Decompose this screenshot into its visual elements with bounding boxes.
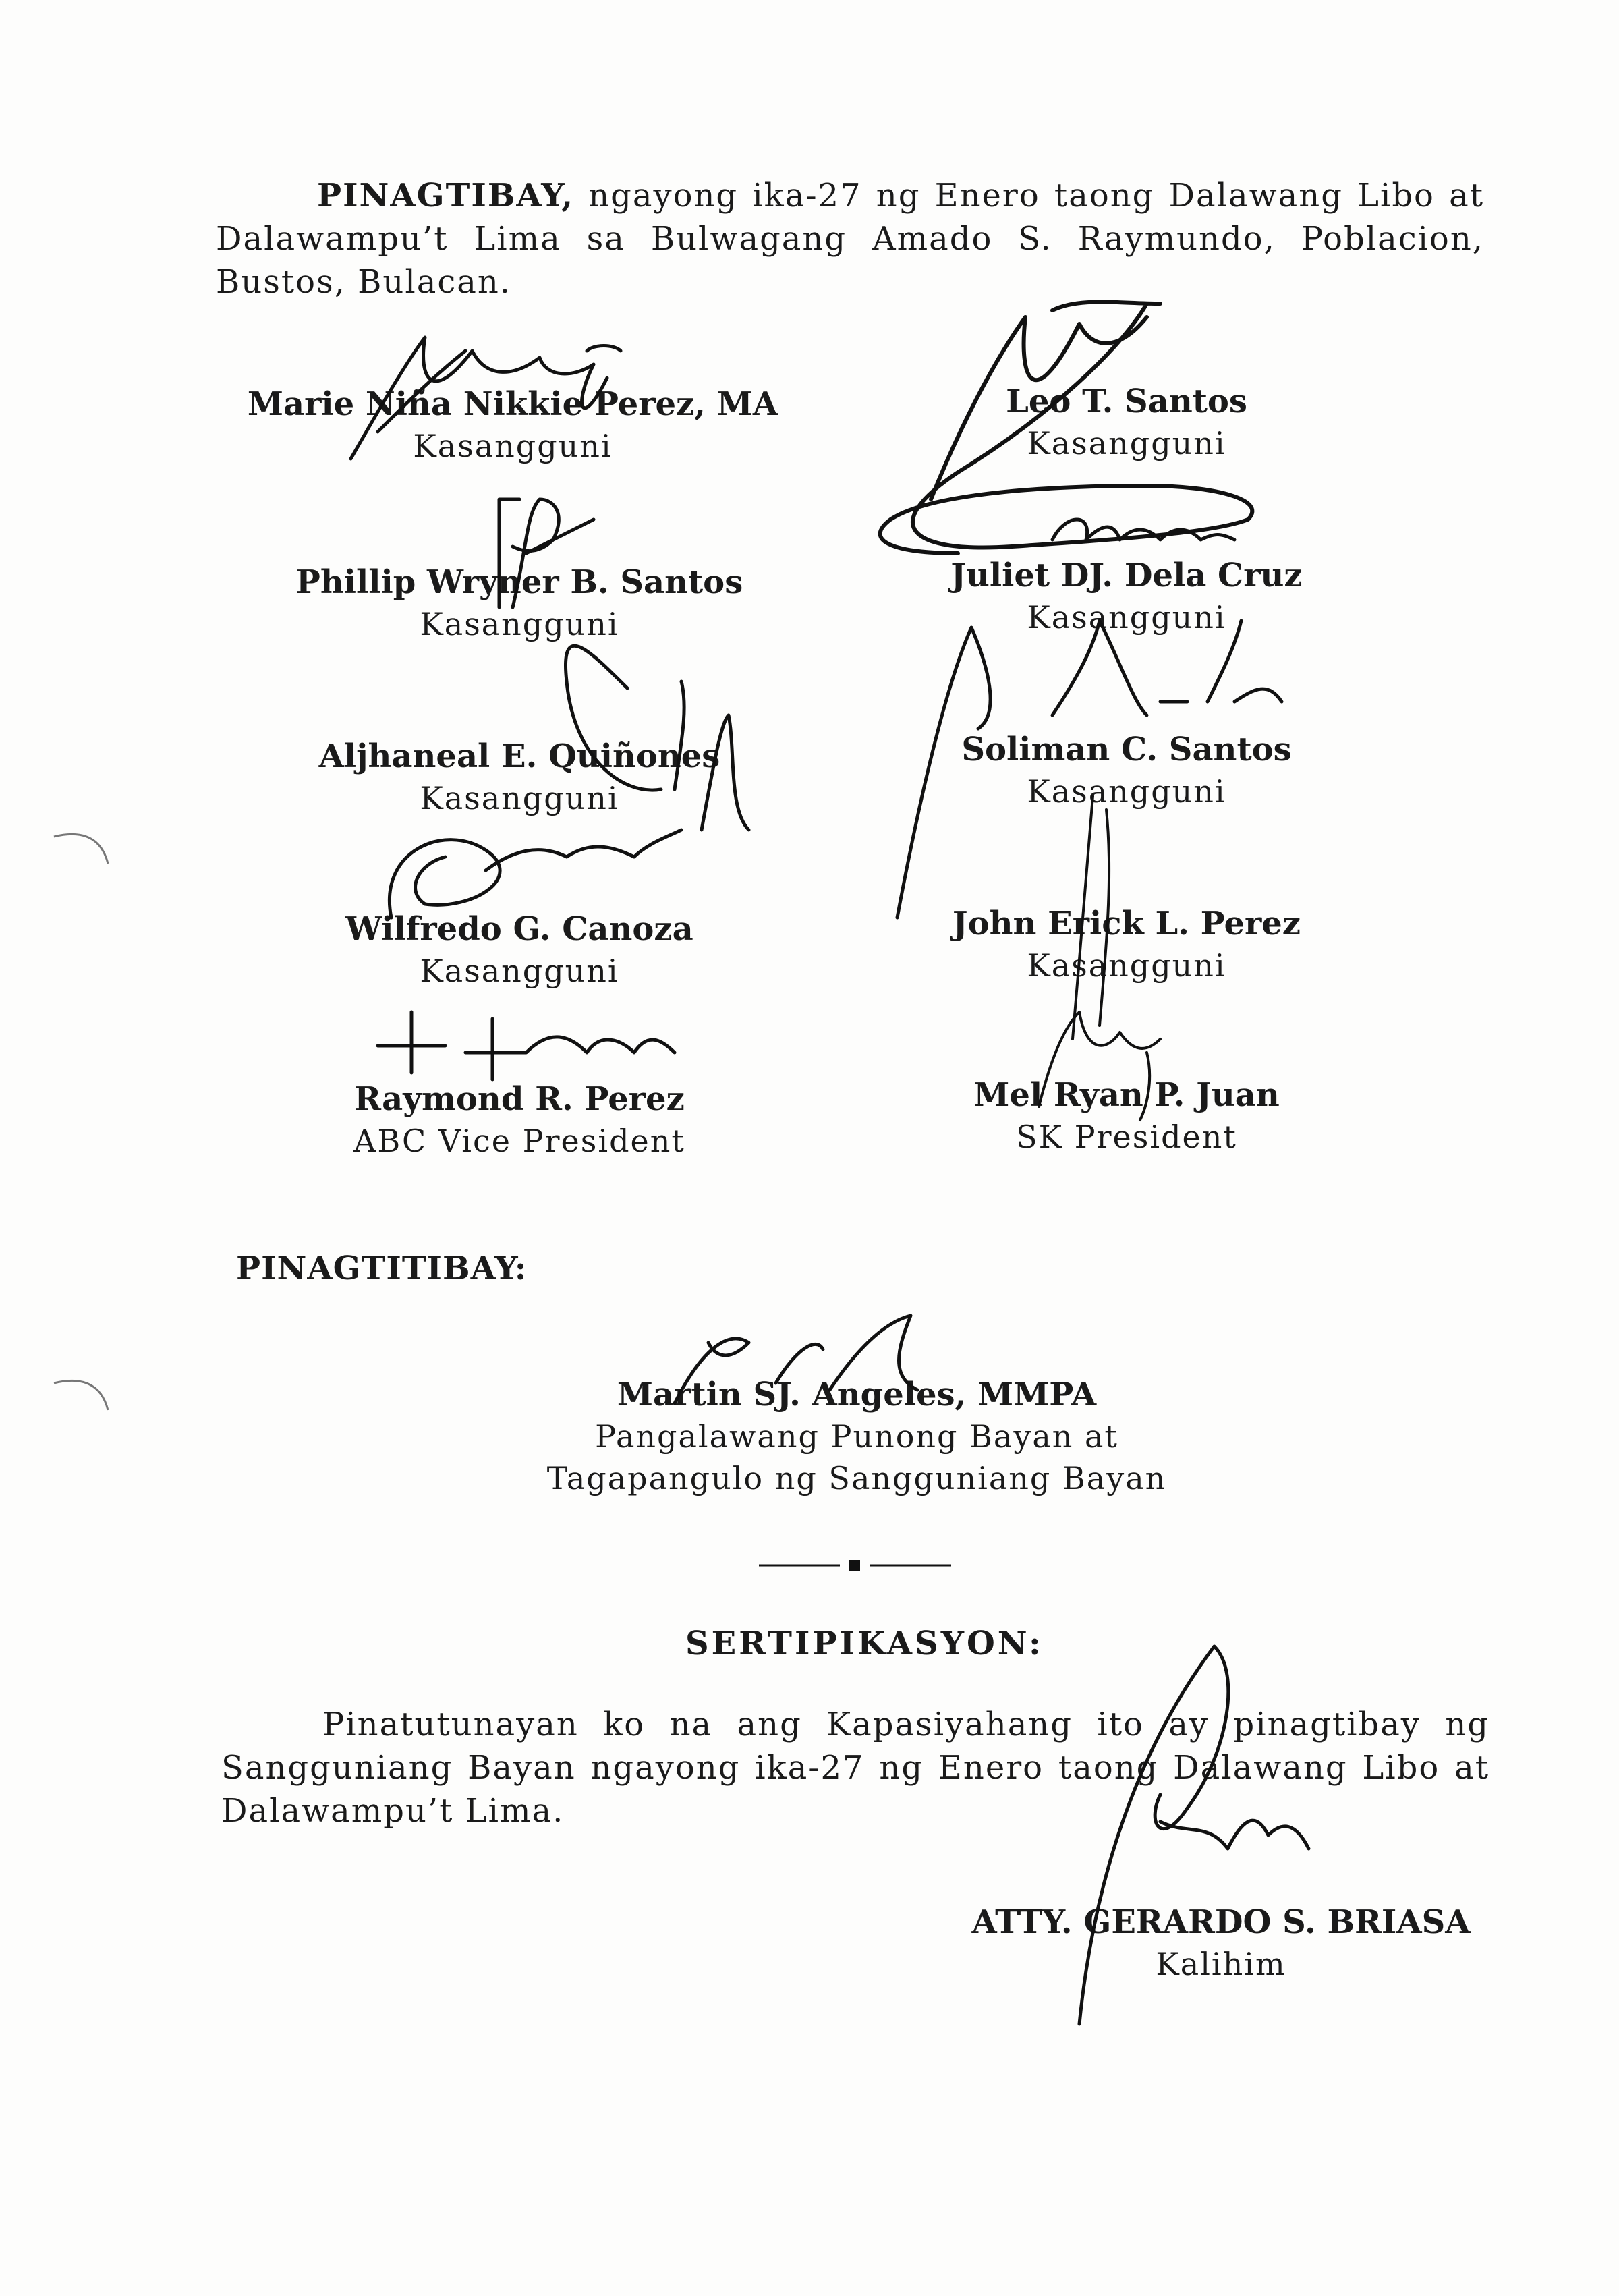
signatory-title: Kasangguni <box>420 780 619 816</box>
signatory-block-quinones-aljhaneal <box>263 735 776 819</box>
scan-marks <box>40 810 121 1417</box>
signatory-title: Kasangguni <box>1027 773 1226 810</box>
signatory-name: Raymond R. Perez <box>354 1080 685 1118</box>
certification-name: ATTY. GERARDO S. BRIASA <box>971 1903 1471 1941</box>
signatory-name: Soliman C. Santos <box>961 731 1292 768</box>
section-separator <box>756 1552 958 1579</box>
opening-text: ngayong ika-27 ng Enero taong Dalawang Libo at Dalawampu’t Lima sa Bulwagang Amado S. Raymundo, Poblacion, Bustos, Bulacan. <box>216 177 1484 301</box>
signatory-title: Kasangguni <box>1027 947 1226 984</box>
signatory-block-perez-raymond <box>263 1078 776 1162</box>
approval-title-line1: Pangalawang Punong Bayan at <box>595 1418 1118 1455</box>
signatory-block-santos-phillip <box>263 561 776 645</box>
signatory-name: Juliet DJ. Dela Cruz <box>950 557 1303 594</box>
signatory-title: Kasangguni <box>1027 599 1226 636</box>
approval-signatory-block <box>418 1374 1295 1499</box>
approval-name: Martin SJ. Angeles, MMPA <box>617 1376 1097 1413</box>
signatory-name: Mel Ryan P. Juan <box>973 1076 1280 1114</box>
signatory-block-santos-soliman <box>877 729 1376 812</box>
signatory-block-perez-john <box>877 903 1376 986</box>
signatory-title: SK President <box>1016 1119 1237 1155</box>
signatory-name: Phillip Wryner B. Santos <box>295 563 743 601</box>
signatory-block-delacruz-juliet <box>877 555 1376 638</box>
signatory-name: Marie Niña Nikkie Perez, MA <box>247 385 778 423</box>
signatory-block-canoza-wilfredo <box>263 908 776 992</box>
signature-canoza-wilfredo <box>389 830 681 918</box>
signatory-title: ABC Vice President <box>353 1123 685 1159</box>
certification-text: Pinatutunayan ko na ang Kapasiyahang ito ay pinagtibay ng Sangguniang Bayan ngayong ika-27 ng Enero taong Dalawang Libo at Dalawampu’t Lima. <box>221 1706 1489 1830</box>
signatory-block-perez-marie <box>229 383 796 467</box>
certification-heading: SERTIPIKASYON: <box>685 1625 1044 1662</box>
approval-title-line2: Tagapangulo ng Sangguniang Bayan <box>546 1460 1167 1496</box>
opening-word: PINAGTIBAY, <box>317 177 575 215</box>
signatory-block-santos-leo <box>877 381 1376 464</box>
signatory-block-juan-mel <box>877 1074 1376 1158</box>
signatory-name: John Erick L. Perez <box>952 905 1301 943</box>
certification-paragraph <box>221 1703 1489 1832</box>
signatory-name: Leo T. Santos <box>1006 383 1247 420</box>
signatory-name: Aljhaneal E. Quiñones <box>318 737 720 775</box>
resolution-paragraph <box>216 174 1484 304</box>
signatory-title: Kasangguni <box>1027 425 1226 461</box>
approval-heading: PINAGTITIBAY: <box>236 1250 528 1287</box>
signatory-name: Wilfredo G. Canoza <box>345 910 693 948</box>
signatory-title: Kasangguni <box>420 606 619 642</box>
signatory-title: Kasangguni <box>413 428 613 464</box>
signature-perez-raymond <box>378 1012 675 1080</box>
signatory-title: Kasangguni <box>420 953 619 989</box>
signature-delacruz-juliet <box>1052 520 1234 540</box>
certification-signatory-block <box>931 1901 1511 1985</box>
certification-title: Kalihim <box>1156 1946 1286 1982</box>
